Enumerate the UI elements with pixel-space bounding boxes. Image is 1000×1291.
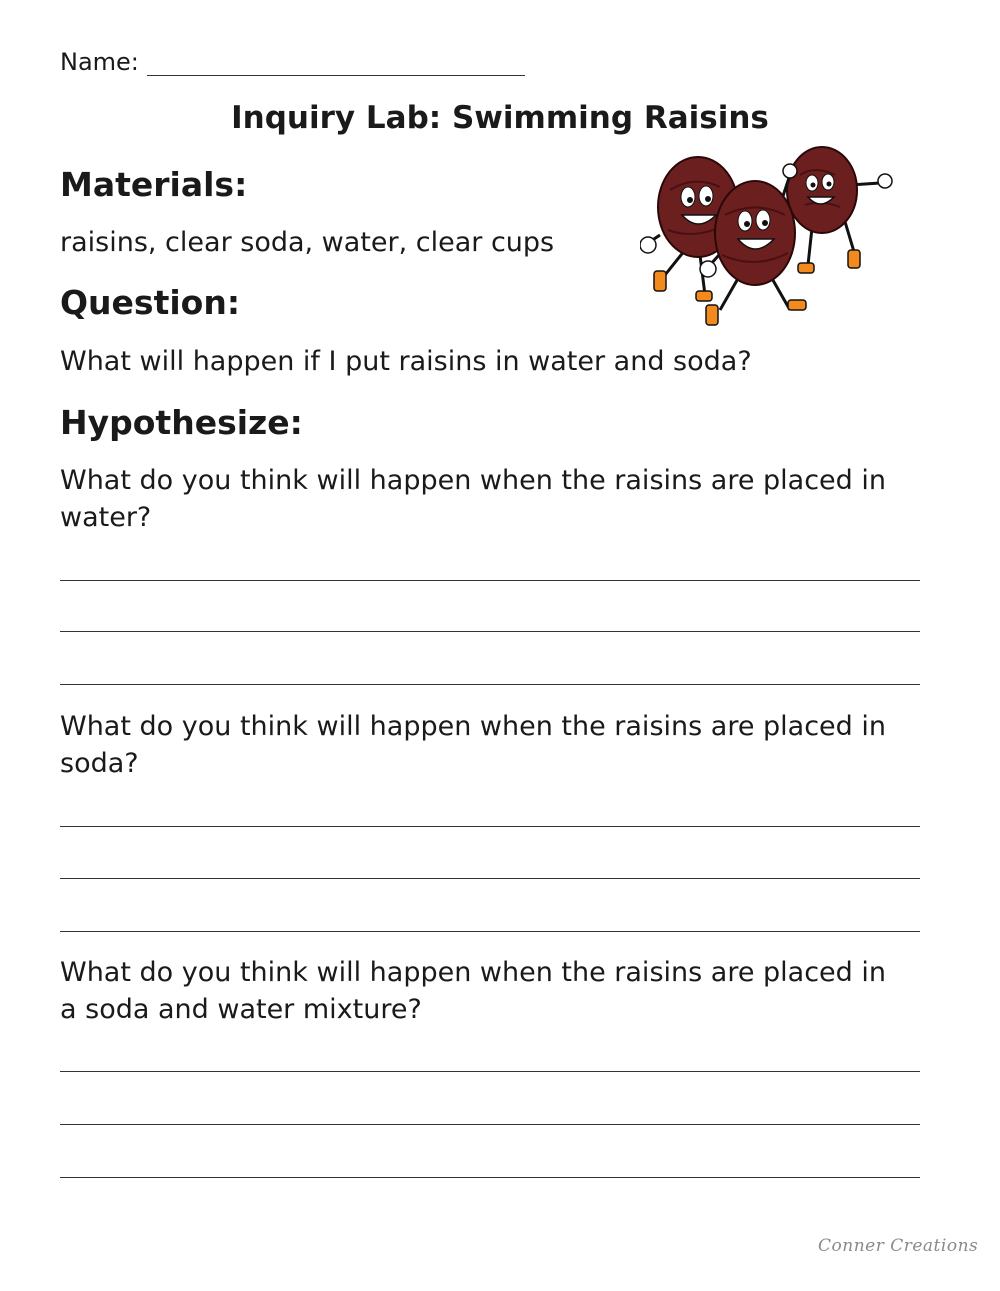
answer-line[interactable] xyxy=(60,1124,920,1125)
answer-line[interactable] xyxy=(60,1071,920,1072)
question-heading: Question: xyxy=(60,283,241,322)
materials-heading: Materials: xyxy=(60,165,248,204)
materials-text: raisins, clear soda, water, clear cups xyxy=(60,227,555,258)
answer-line[interactable] xyxy=(60,878,920,879)
hypothesize-heading: Hypothesize: xyxy=(60,403,303,442)
prompt-soda-line1: What do you think will happen when the raisins are placed in xyxy=(60,711,886,742)
prompt-water-line1: What do you think will happen when the raisins are placed in xyxy=(60,465,886,496)
prompt-mixture-line2: a soda and water mixture? xyxy=(60,994,422,1025)
raisin-right xyxy=(787,147,892,273)
name-field xyxy=(60,48,525,76)
prompt-water-line2: water? xyxy=(60,502,152,533)
answer-line[interactable] xyxy=(60,580,920,581)
footer-credit: Conner Creations xyxy=(818,1236,979,1256)
prompt-mixture-line1: What do you think will happen when the raisins are placed in xyxy=(60,957,886,988)
question-text: What will happen if I put raisins in water and soda? xyxy=(60,346,752,377)
prompt-soda-line2: soda? xyxy=(60,748,139,779)
name-blank-line[interactable] xyxy=(147,53,525,76)
name-label: Name: xyxy=(60,48,139,76)
page-title: Inquiry Lab: Swimming Raisins xyxy=(231,100,769,136)
prompt-soda xyxy=(60,708,886,782)
dancing-raisins-illustration xyxy=(640,145,910,330)
answer-line[interactable] xyxy=(60,631,920,632)
answer-line[interactable] xyxy=(60,684,920,685)
prompt-water xyxy=(60,462,886,536)
answer-line[interactable] xyxy=(60,826,920,827)
answer-line[interactable] xyxy=(60,1177,920,1178)
answer-line[interactable] xyxy=(60,931,920,932)
prompt-mixture xyxy=(60,954,886,1028)
